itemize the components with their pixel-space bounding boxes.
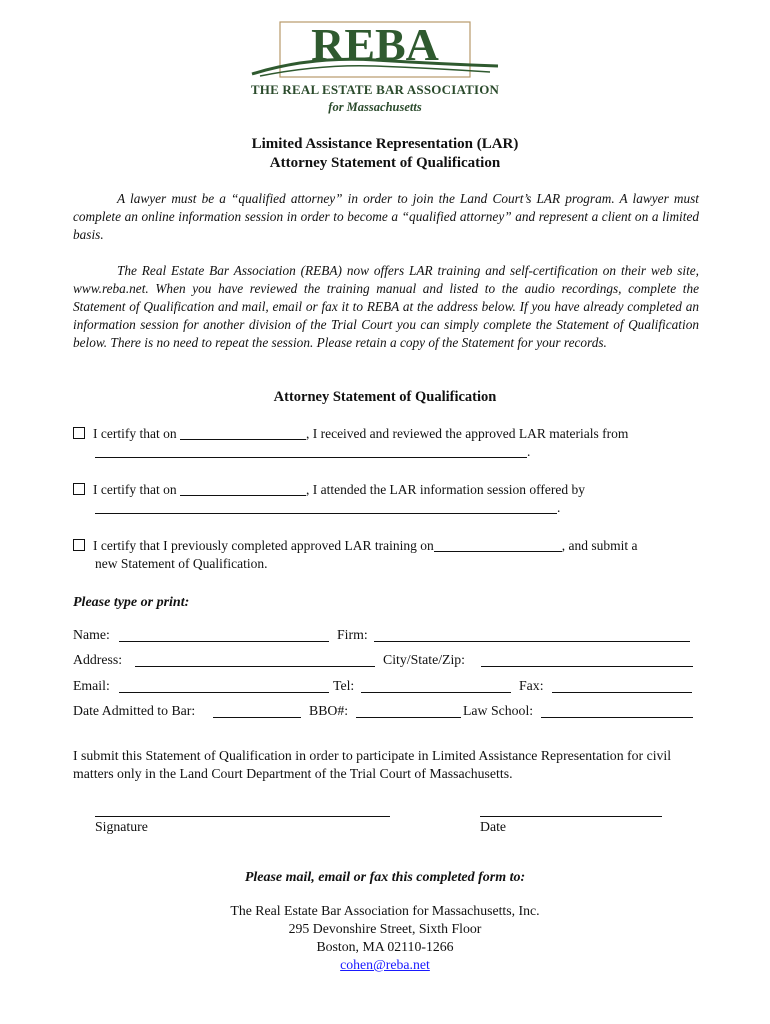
address-label: Address:	[73, 652, 123, 667]
bbo-field[interactable]	[356, 717, 461, 718]
mailing-email-row	[0, 956, 770, 974]
certification-1-checkbox[interactable]	[73, 427, 85, 439]
certification-3-date-field[interactable]	[434, 539, 562, 552]
certification-1-text-b: , I received and reviewed the approved LAR materials from	[305, 426, 629, 441]
date-field[interactable]	[480, 816, 662, 817]
city-state-zip-label: City/State/Zip:	[383, 652, 466, 667]
certification-3-text-a: I certify that I previously completed approved LAR training on	[93, 538, 434, 553]
fax-label: Fax:	[519, 678, 544, 693]
intro-paragraph-1	[73, 190, 699, 244]
certification-2-text-a: I certify that on	[93, 482, 177, 497]
mailing-heading: Please mail, email or fax this completed form to:	[244, 870, 526, 885]
email-field[interactable]	[119, 692, 329, 693]
address-field[interactable]	[135, 666, 375, 667]
certification-1	[73, 425, 699, 461]
certification-3	[73, 537, 699, 573]
certification-3-text-b: , and submit a	[561, 538, 638, 553]
certification-2-checkbox[interactable]	[73, 483, 85, 495]
date-admitted-label: Date Admitted to Bar:	[73, 703, 196, 718]
bbo-label: BBO#:	[309, 703, 349, 718]
intro-paragraph-2-text: The Real Estate Bar Association (REBA) now offers LAR training and self-certification on their web site, www.reba.net. When you have reviewed the training manual and listed to the audio recordings, complete the Statement of Qualification and mail, email or fax it to REBA at the address below. If you have already completed an information session for another division of the Trial Court you can simply complete the Statement of Qualification below. There is no need to repeat the session. Please retain a copy of the Statement for your records.	[73, 263, 699, 350]
fax-field[interactable]	[552, 692, 692, 693]
page-title: Limited Assistance Representation (LAR)	[251, 136, 519, 152]
form-row-name	[73, 627, 699, 645]
certification-3-text-line2: new Statement of Qualification.	[95, 556, 268, 571]
city-state-zip-field[interactable]	[481, 666, 693, 667]
email-label: Email:	[73, 678, 110, 693]
mailing-street: 295 Devonshire Street, Sixth Floor	[288, 921, 482, 936]
certification-3-checkbox[interactable]	[73, 539, 85, 551]
form-row-admission	[73, 703, 699, 721]
firm-field[interactable]	[374, 641, 690, 642]
certification-1-text-a: I certify that on	[93, 426, 177, 441]
law-school-label: Law School:	[463, 703, 534, 718]
certification-2-provider-field[interactable]	[95, 501, 557, 514]
logo-text: REBA	[311, 19, 439, 70]
reba-logo	[250, 16, 500, 120]
date-admitted-field[interactable]	[213, 717, 301, 718]
signature-label: Signature	[95, 819, 148, 834]
mailing-city: Boston, MA 02110-1266	[316, 939, 454, 954]
logo-state: for Massachusetts	[328, 100, 422, 114]
certification-2-date-field[interactable]	[180, 483, 306, 496]
law-school-field[interactable]	[541, 717, 693, 718]
intro-paragraph-1-text: A lawyer must be a “qualified attorney” in order to join the Land Court’s LAR program. A lawyer must complete an online information session in order to become a “qualified attorney” and represent a client on a limited basis.	[73, 191, 699, 242]
form-prompt: Please type or print:	[73, 595, 190, 610]
name-field[interactable]	[119, 641, 329, 642]
form-row-contact	[73, 678, 699, 696]
statement-title: Attorney Statement of Qualification	[273, 389, 497, 405]
mailing-email-link[interactable]: cohen@reba.net	[340, 957, 430, 972]
signature-field[interactable]	[95, 816, 390, 817]
page-subtitle: Attorney Statement of Qualification	[269, 155, 501, 171]
logo-association-name: THE REAL ESTATE BAR ASSOCIATION	[250, 82, 500, 97]
certification-1-date-field[interactable]	[180, 427, 306, 440]
tel-label: Tel:	[333, 678, 355, 693]
date-label: Date	[480, 819, 507, 834]
certification-1-period: .	[527, 444, 531, 459]
submission-statement: I submit this Statement of Qualification in order to participate in Limited Assistance Representation for civil matters only in the Land Court Department of the Trial Court of Massachusetts.	[73, 748, 672, 781]
certification-2-period: .	[557, 500, 561, 515]
name-label: Name:	[73, 627, 110, 642]
mailing-org: The Real Estate Bar Association for Massachusetts, Inc.	[230, 903, 540, 918]
tel-field[interactable]	[361, 692, 511, 693]
certification-2-text-b: , I attended the LAR information session offered by	[305, 482, 586, 497]
reba-logo-mark	[250, 16, 500, 86]
certification-2	[73, 481, 699, 517]
certification-1-provider-field[interactable]	[95, 445, 527, 458]
intro-paragraph-2	[73, 262, 699, 352]
form-row-address	[73, 652, 699, 670]
firm-label: Firm:	[337, 627, 368, 642]
